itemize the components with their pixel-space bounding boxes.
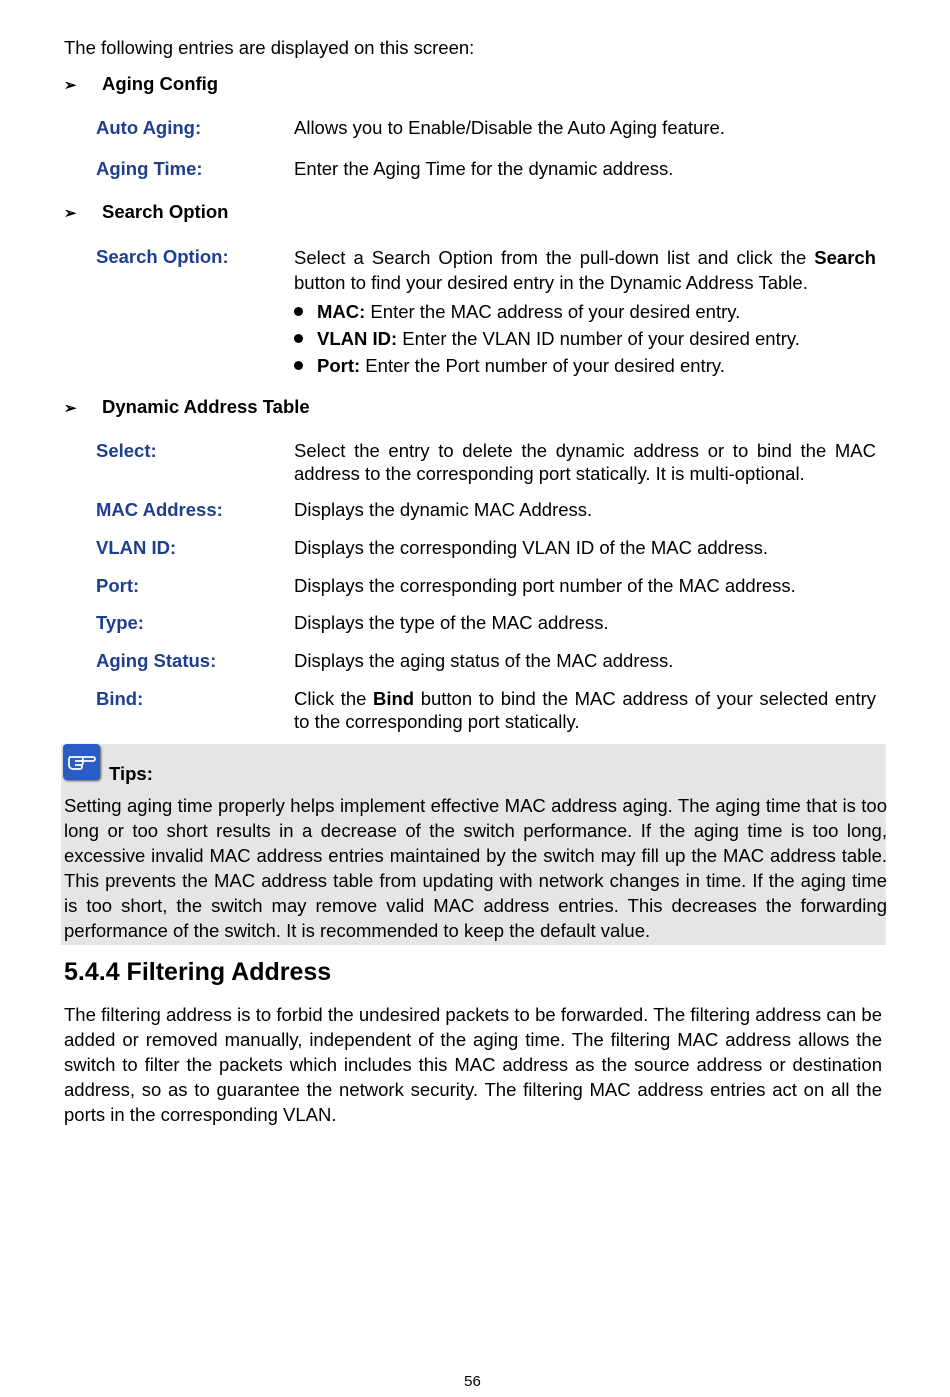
- desc-port: Displays the corresponding port number of the MAC address.: [294, 575, 796, 596]
- term-aging-status: Aging Status:: [96, 650, 217, 671]
- section-heading: 5.4.4 Filtering Address: [64, 958, 332, 986]
- desc-bind: [294, 687, 876, 733]
- arrow-bullet-icon: ➢: [64, 205, 77, 222]
- term-type: Type:: [96, 612, 144, 633]
- pointing-hand-icon: [63, 744, 100, 780]
- term-search-option: Search Option:: [96, 246, 229, 267]
- desc-bold: Bind: [373, 688, 415, 709]
- bullet-port: [294, 355, 725, 377]
- desc-text: button to find your desired entry in the Dynamic Address Table.: [294, 272, 808, 293]
- term-vlan-id: VLAN ID:: [96, 537, 177, 558]
- desc-text: button to bind the MAC address of your selected entry to the corresponding port statically.: [294, 688, 876, 732]
- term-select: Select:: [96, 440, 157, 461]
- arrow-bullet-icon: ➢: [64, 77, 77, 94]
- desc-aging-time: Enter the Aging Time for the dynamic address.: [294, 158, 674, 179]
- filtering-address-paragraph: The filtering address is to forbid the undesired packets to be forwarded. The filtering address can be added or removed manually, independent of the aging time. The filtering MAC address allows the switch to filter the packets which includes this MAC address as the source address or destination address, so as to guarantee the network security. The filtering MAC address entries act on all the ports in the corresponding VLAN.: [64, 1004, 882, 1125]
- bullet-text: Enter the VLAN ID number of your desired entry.: [397, 328, 800, 349]
- page-number: 56: [464, 1373, 481, 1390]
- intro-text: The following entries are displayed on this screen:: [64, 37, 475, 58]
- desc-auto-aging: Allows you to Enable/Disable the Auto Aging feature.: [294, 117, 725, 138]
- section-dynamic-address-table: [64, 396, 310, 418]
- bullet-label: Port:: [317, 355, 361, 376]
- term-bind: Bind:: [96, 688, 144, 709]
- bullet-vlan-id: [294, 328, 800, 350]
- desc-mac-address: Displays the dynamic MAC Address.: [294, 499, 593, 520]
- tips-text: Setting aging time properly helps implement effective MAC address aging. The aging time that is too long or too short results in a decrease of the switch performance. If the aging time is too long, excessive invalid MAC address entries maintained by the switch may fill up the MAC address table. This prevents the MAC address table from updating with network changes in time. If the aging time is too short, the switch may remove valid MAC address entries. This decreases the forwarding performance of the switch. It is recommended to keep the default value.: [64, 795, 887, 941]
- term-auto-aging: Auto Aging:: [96, 117, 202, 138]
- section-aging-config: [64, 73, 218, 95]
- section-search-option: [64, 201, 228, 223]
- desc-type: Displays the type of the MAC address.: [294, 612, 609, 633]
- section-title: Dynamic Address Table: [102, 396, 310, 417]
- term-aging-time: Aging Time:: [96, 158, 203, 179]
- bullet-label: MAC:: [317, 301, 366, 322]
- bullet-text: Enter the Port number of your desired entry.: [360, 355, 725, 376]
- desc-text: Select a Search Option from the pull-down list and click the: [294, 247, 815, 268]
- desc-text: Click the: [294, 688, 373, 709]
- desc-search-option: [294, 245, 876, 295]
- bullet-dot-icon: [294, 307, 303, 316]
- bullet-dot-icon: [294, 361, 303, 370]
- bullet-dot-icon: [294, 334, 303, 343]
- bullet-mac: [294, 301, 740, 323]
- bullet-label: VLAN ID:: [317, 328, 398, 349]
- section-title: Search Option: [102, 201, 229, 222]
- term-mac-address: MAC Address:: [96, 499, 223, 520]
- arrow-bullet-icon: ➢: [64, 400, 77, 417]
- bullet-text: Enter the MAC address of your desired entry.: [365, 301, 741, 322]
- desc-vlan-id: Displays the corresponding VLAN ID of the MAC address.: [294, 537, 769, 558]
- tips-label: Tips:: [109, 763, 153, 784]
- desc-select: Select the entry to delete the dynamic address or to bind the MAC address to the corresponding port statically. It is multi-optional.: [294, 440, 876, 484]
- section-title: Aging Config: [102, 73, 219, 94]
- desc-aging-status: Displays the aging status of the MAC address.: [294, 650, 674, 671]
- desc-bold: Search: [814, 247, 876, 268]
- term-port: Port:: [96, 575, 140, 596]
